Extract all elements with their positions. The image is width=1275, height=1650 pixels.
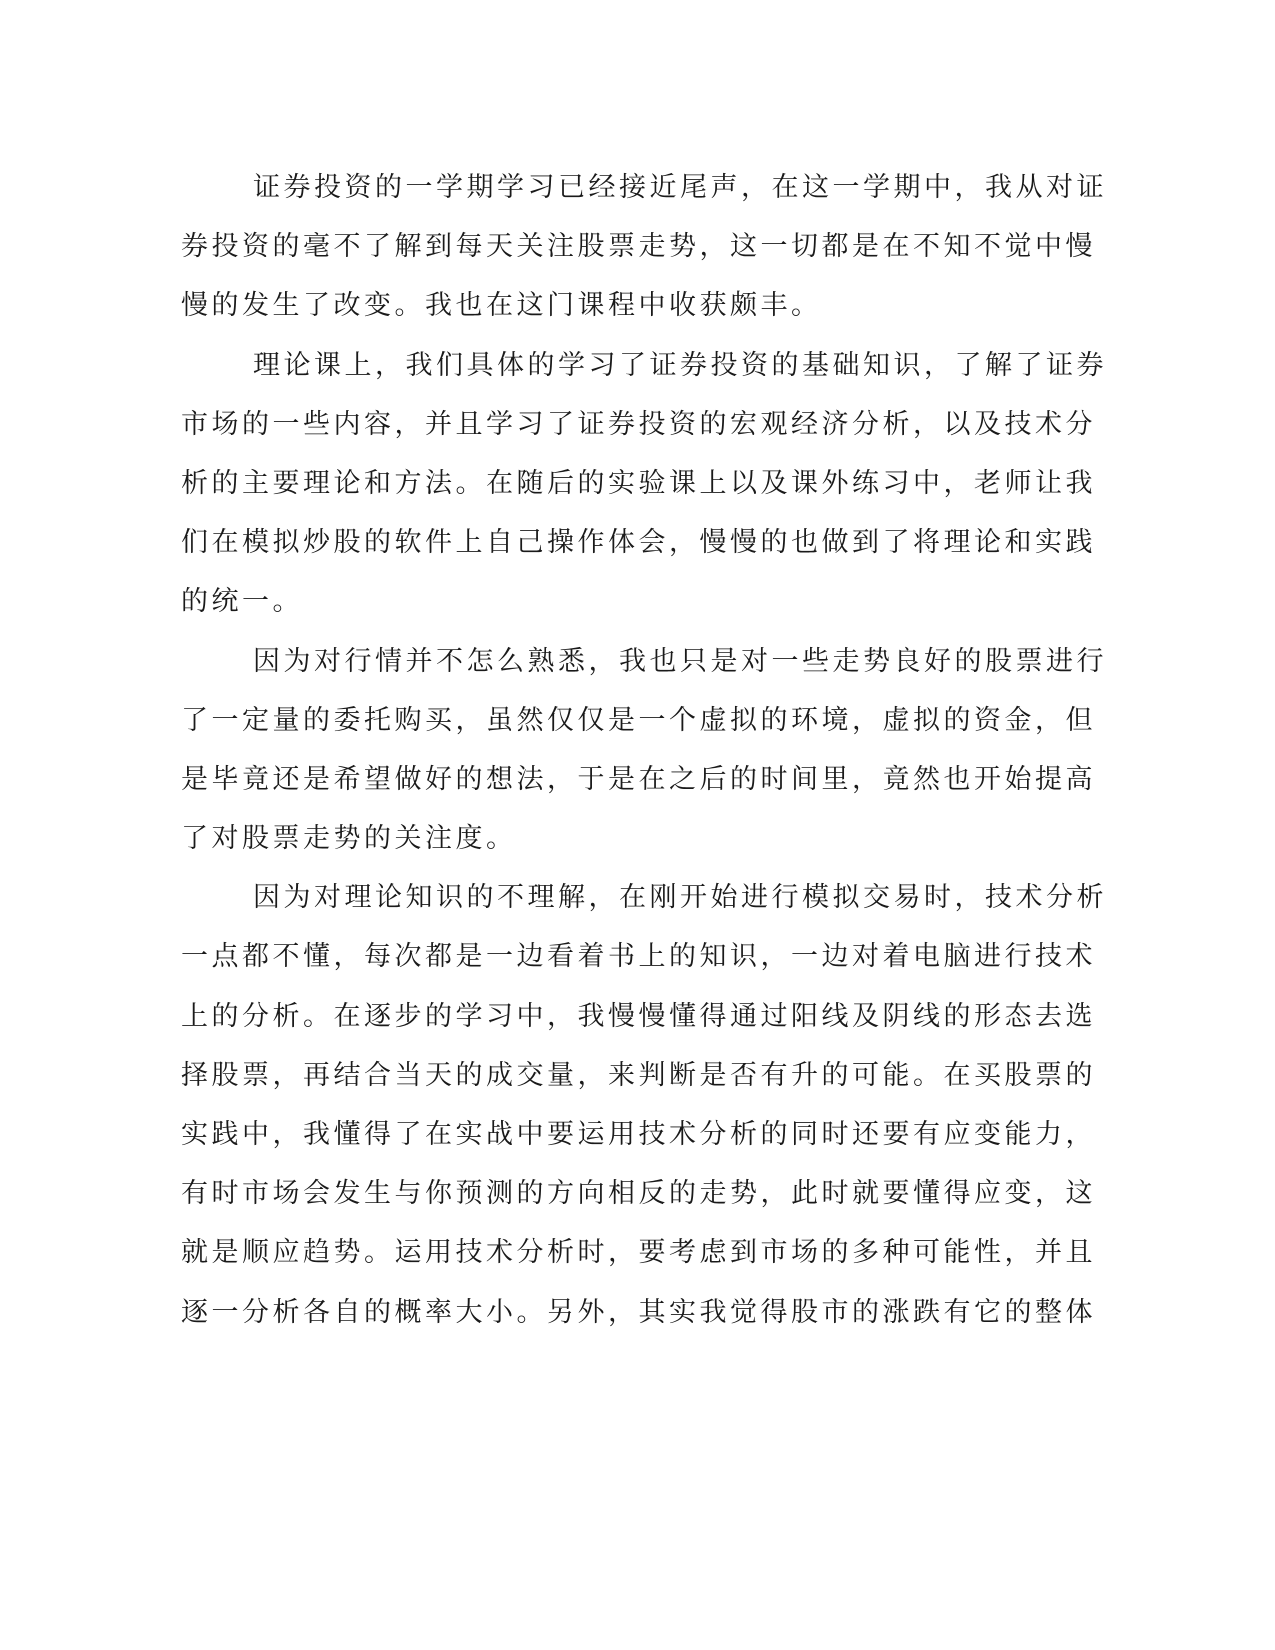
paragraph-line: 慢的发生了改变。我也在这门课程中收获颇丰。 (181, 290, 822, 322)
paragraph-line: 是毕竟还是希望做好的想法，于是在之后的时间里，竟然也开始提高 (181, 763, 1096, 795)
paragraph-line: 因为对行情并不怎么熟悉，我也只是对一些走势良好的股票进行 (253, 645, 1107, 677)
document-body (181, 158, 1107, 1342)
paragraph-line: 市场的一些内容，并且学习了证券投资的宏观经济分析，以及技术分 (181, 408, 1096, 440)
paragraph-line: 们在模拟炒股的软件上自己操作体会，慢慢的也做到了将理论和实践 (181, 527, 1096, 559)
paragraph-line: 因为对理论知识的不理解，在刚开始进行模拟交易时，技术分析 (253, 882, 1107, 914)
paragraph-2 (181, 336, 1107, 632)
paragraph-line: 证券投资的一学期学习已经接近尾声，在这一学期中，我从对证 (253, 172, 1107, 203)
paragraph-line: 有时市场会发生与你预测的方向相反的走势，此时就要懂得应变，这 (181, 1178, 1096, 1210)
paragraph-line: 实践中，我懂得了在实战中要运用技术分析的同时还要有应变能力， (181, 1119, 1096, 1150)
paragraph-line: 的统一。 (181, 586, 303, 618)
paragraph-1 (181, 158, 1107, 336)
paragraph-3 (181, 632, 1107, 869)
paragraph-line: 就是顺应趋势。运用技术分析时，要考虑到市场的多种可能性，并且 (181, 1237, 1096, 1269)
paragraph-line: 上的分析。在逐步的学习中，我慢慢懂得通过阳线及阴线的形态去选 (181, 1000, 1096, 1032)
paragraph-4 (181, 868, 1107, 1342)
paragraph-line: 逐一分析各自的概率大小。另外，其实我觉得股市的涨跌有它的整体 (181, 1296, 1096, 1328)
paragraph-line: 析的主要理论和方法。在随后的实验课上以及课外练习中，老师让我 (181, 467, 1096, 499)
paragraph-line: 券投资的毫不了解到每天关注股票走势，这一切都是在不知不觉中慢 (181, 231, 1096, 263)
paragraph-line: 了一定量的委托购买，虽然仅仅是一个虚拟的环境，虚拟的资金，但 (181, 704, 1096, 736)
paragraph-line: 了对股票走势的关注度。 (181, 823, 517, 855)
paragraph-line: 一点都不懂，每次都是一边看着书上的知识，一边对着电脑进行技术 (181, 941, 1096, 973)
paragraph-line: 理论课上，我们具体的学习了证券投资的基础知识，了解了证券 (253, 349, 1107, 381)
paragraph-line: 择股票，再结合当天的成交量，来判断是否有升的可能。在买股票的 (181, 1059, 1096, 1091)
